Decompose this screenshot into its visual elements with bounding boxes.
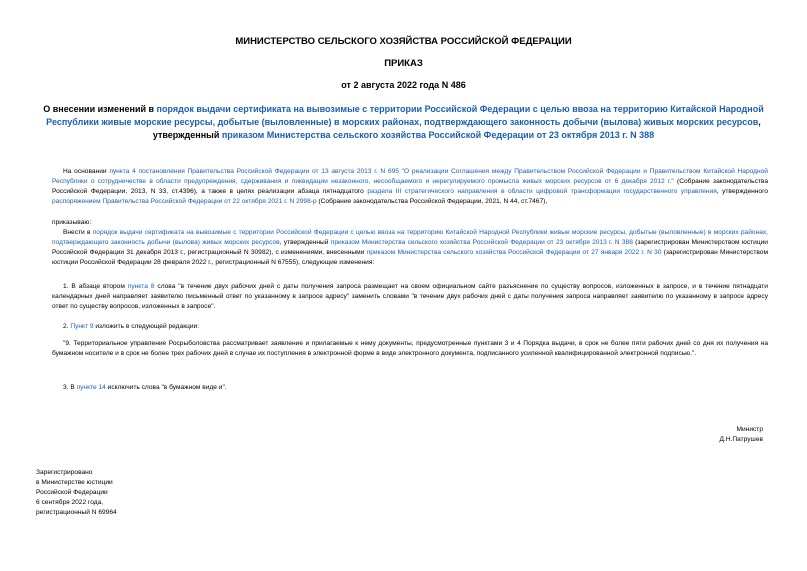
item-1-text-1: 1. В абзаце втором (63, 283, 128, 290)
title-middle: , утвержденный (152, 117, 761, 140)
item-3-text-2: исключить слова "в бумажном виде и". (105, 384, 227, 391)
intro-text-4: (зарегистрирован Министерством юстиции Российской Федерации 28 февраля 2022 г., регистрационный N 67555), следующие изменения: (52, 249, 768, 266)
item-1-text-2: слова "в течение двух рабочих дней с даты получения запроса размещает на своем официальном сайте разъяснение по существу вопросов, изложенных в запросе, и в течение пятнадцати календарных дней направляет заявителю письменный ответ по указанному в запросе адресу" заменить словами "в течение двух рабочих дней с даты получения запроса направляет заявителю по указанному в запросе адресу ответ по существу вопросов, изложенных в запросе". (52, 283, 768, 310)
registration-line: Российской Федерации (36, 489, 108, 496)
item-3-link[interactable]: пункте 14 (76, 384, 106, 391)
item-2-text-1: 2. (63, 323, 71, 330)
registration-line: в Министерстве юстиции (36, 479, 113, 486)
item-2 (52, 322, 768, 332)
item-2-link[interactable]: Пункт 9 (70, 323, 94, 330)
preamble-text-1: На основании (63, 168, 110, 175)
preamble-link-resolution[interactable]: пункта 4 постановления Правительства Российской Федерации от 13 августа 2013 г. N 695 "О реализации Соглашения между Правительством Российской Федерации и Правительством Китайской Народной Республики о сотрудничестве в области предупреждения, сдерживания и ликвидации незаконного, несообщаемого и нерегулируемого промысла живых морских ресурсов от 6 декабря 2012 г." (52, 168, 768, 185)
item-1 (52, 282, 768, 312)
signature-title: Министр (736, 426, 763, 433)
preamble-text-2: (Собрание законодательства Российской Федерации, 2013, N 33, ст.4396), а также в целях реализации абзаца пятнадцатого (52, 178, 768, 195)
title-link-procedure[interactable]: порядок выдачи сертификата на вывозимые с территории Российской Федерации с целью ввоза на территорию Китайской Народной Республики живые морские ресурсы, добытые (выловленные) в морских районах, подтверждающего законность добычи (вылова) живых морских ресурсов (46, 104, 764, 127)
preamble-link-section[interactable]: раздела III стратегического направления в области цифровой трансформации государственного управления (367, 188, 717, 195)
item-1-link[interactable]: пункта 8 (127, 283, 155, 290)
ministry-name: МИНИСТЕРСТВО СЕЛЬСКОГО ХОЗЯЙСТВА РОССИЙСКОЙ ФЕДЕРАЦИИ (235, 36, 572, 47)
doc-type: ПРИКАЗ (384, 58, 423, 69)
item-3-text-1: 3. В (63, 384, 77, 391)
signature-name: Д.Н.Патрушев (719, 436, 763, 443)
document-title (40, 103, 767, 142)
preamble-text-4: (Собрание законодательства Российской Федерации, 2021, N 44, ст.7467), (316, 198, 548, 205)
intro-link-procedure[interactable]: порядок выдачи сертификата на вывозимые с территории Российской Федерации с целью ввоза на территорию Китайской Народной Республики живые морские ресурсы, добытые (выловленные) в морских районах, подтверждающего законность добычи (вылова) живых морских ресурсов (52, 229, 769, 246)
intro-link-order-388[interactable]: приказом Министерства сельского хозяйства Российской Федерации от 23 октября 2013 г. N 388 (330, 239, 633, 246)
preamble-paragraph (52, 167, 768, 207)
registration-block (36, 468, 117, 518)
intro-text-3: (зарегистрирован Министерством юстиции Российской Федерации 31 декабря 2013 г., регистрационный N 30982), с изменениями, внесенными (52, 239, 768, 256)
doc-date-number: от 2 августа 2022 года N 486 (341, 80, 466, 90)
preamble-text-3: , утвержденного (716, 188, 768, 195)
title-prefix: О внесении изменений в (43, 104, 157, 114)
intro-paragraph (52, 228, 768, 268)
registration-line: Зарегистрировано (36, 469, 93, 476)
intro-text-2: , утвержденный (279, 239, 331, 246)
intro-text-1: Внести в (63, 229, 93, 236)
order-word: приказываю: (52, 219, 92, 226)
registration-line: регистрационный N 69964 (36, 509, 117, 516)
registration-line: 6 сентября 2022 года, (36, 499, 104, 506)
item-3 (52, 383, 768, 393)
signature-block (719, 425, 763, 445)
preamble-link-decree[interactable]: распоряжением Правительства Российской Федерации от 22 октября 2021 г. N 2998-р (52, 198, 317, 205)
title-link-order[interactable]: приказом Министерства сельского хозяйства Российской Федерации от 23 октября 2013 г. N 388 (221, 130, 655, 140)
item-2-new-text: "9. Территориальное управление Росрыболовства рассматривает заявление и прилагаемые к нему документы, предусмотренные пунктами 3 и 4 Порядка выдачи, в срок не более пяти рабочих дней со дня их получения на бумажном носителе и в срок не более трех рабочих дней в случае их поступления в электронной форме в виде электронного документа, подписанного усиленной квалифицированной электронной подписью.". (52, 340, 768, 357)
item-2-text-2: изложить в следующей редакции: (93, 323, 200, 330)
intro-link-order-30[interactable]: приказом Министерства сельского хозяйства Российской Федерации от 27 января 2022 г. N 30 (366, 249, 662, 256)
